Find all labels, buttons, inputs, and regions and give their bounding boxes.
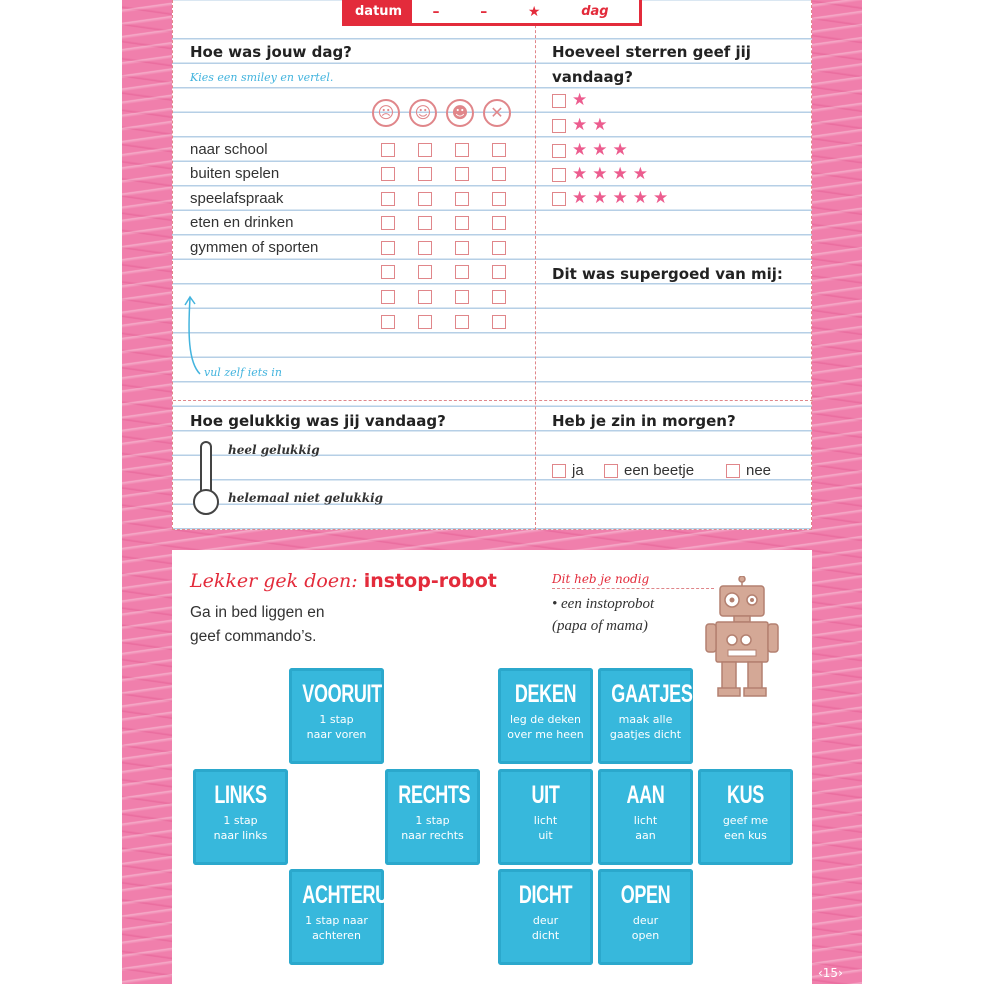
smiley-checkbox[interactable] — [418, 315, 432, 329]
smiley-checkbox[interactable] — [418, 216, 432, 230]
smiley-checkbox[interactable] — [418, 241, 432, 255]
star-icon: ★ — [592, 115, 608, 135]
star-rating-row[interactable] — [552, 92, 592, 109]
row-divider — [173, 400, 813, 401]
smiley-checkbox[interactable] — [455, 290, 469, 304]
day-section-title: Hoe was jouw dag? — [190, 43, 352, 61]
needs-box — [552, 572, 714, 637]
card-description: licht aan — [633, 814, 658, 842]
card-open — [598, 869, 693, 965]
star-icon: ★ — [612, 140, 628, 160]
star-rating-row[interactable] — [552, 166, 653, 183]
star-icon: ★ — [632, 164, 648, 184]
smiley-hint: Kies een smiley en vertel. — [190, 71, 334, 84]
star-icon: ★ — [572, 164, 588, 184]
card-description: 1 stap naar rechts — [401, 814, 464, 842]
date-separator: – — [432, 3, 440, 20]
smiley-checkbox[interactable] — [455, 265, 469, 279]
star-rating-row[interactable] — [552, 190, 673, 207]
smiley-checkbox[interactable] — [492, 265, 506, 279]
smiley-checkbox[interactable] — [381, 265, 395, 279]
card-description: 1 stap naar links — [213, 814, 268, 842]
card-deken — [498, 668, 593, 764]
smiley-checkbox[interactable] — [492, 192, 506, 206]
activity-title-prefix: Lekker gek doen: — [190, 570, 358, 592]
star-rating-row[interactable] — [552, 117, 613, 134]
card-title: RECHTS — [398, 781, 471, 809]
card-description: 1 stap naar voren — [306, 713, 367, 741]
checkbox[interactable] — [552, 168, 566, 182]
card-description: deur dicht — [531, 914, 560, 942]
smiley-checkbox[interactable] — [418, 143, 432, 157]
star-icon: ★ — [592, 140, 608, 160]
card-uit — [498, 769, 593, 865]
smiley-checkbox[interactable] — [381, 167, 395, 181]
smiley-checkbox[interactable] — [455, 167, 469, 181]
card-description: deur open — [631, 914, 660, 942]
tomorrow-section-title: Heb je zin in morgen? — [552, 412, 736, 430]
smiley-checkbox[interactable] — [455, 315, 469, 329]
checkbox[interactable] — [552, 192, 566, 206]
happy-section-title: Hoe gelukkig was jij vandaag? — [190, 412, 446, 430]
smiley-checkbox[interactable] — [381, 216, 395, 230]
day-label: dag — [581, 4, 609, 19]
activity-instructions — [190, 601, 324, 649]
star-icon: ★ — [653, 188, 669, 208]
instruction-line: geef commando’s. — [190, 628, 317, 645]
star-icon: ★ — [527, 3, 541, 20]
smiley-checkbox[interactable] — [381, 315, 395, 329]
card-title: DEKEN — [514, 680, 577, 708]
card-title: OPEN — [620, 881, 671, 909]
happy-face-icon: ☻ — [446, 99, 474, 127]
date-label: datum — [345, 0, 412, 23]
needs-title: Dit heb je nodig — [552, 572, 714, 589]
activity-label: speelafspraak — [190, 190, 284, 207]
smiley-checkbox[interactable] — [455, 216, 469, 230]
card-title: GAATJES — [611, 680, 693, 708]
star-icon: ★ — [632, 188, 648, 208]
date-field[interactable] — [412, 4, 639, 20]
card-title: KUS — [727, 781, 764, 809]
option-label: nee — [746, 462, 772, 479]
activity-title-name: instop-robot — [363, 570, 497, 592]
card-dicht — [498, 869, 593, 965]
card-title: DICHT — [518, 881, 573, 909]
star-icon: ★ — [572, 188, 588, 208]
star-icon: ★ — [572, 140, 588, 160]
smiley-checkbox[interactable] — [492, 241, 506, 255]
checkbox[interactable] — [552, 144, 566, 158]
smiley-checkbox[interactable] — [455, 192, 469, 206]
stars-title: Hoeveel sterren geef jij — [552, 43, 751, 61]
smiley-checkbox[interactable] — [418, 167, 432, 181]
smiley-checkbox[interactable] — [492, 167, 506, 181]
stars-title-line2: vandaag? — [552, 68, 633, 86]
card-description: maak alle gaatjes dicht — [609, 713, 682, 741]
star-icon: ★ — [572, 90, 588, 110]
card-title: LINKS — [214, 781, 267, 809]
activity-label: buiten spelen — [190, 165, 280, 182]
needs-item: • een instoprobot — [552, 596, 655, 612]
fill-in-hint: vul zelf iets in — [204, 366, 282, 379]
checkbox[interactable] — [552, 119, 566, 133]
smiley-checkbox[interactable] — [381, 143, 395, 157]
card-title: VOORUIT — [302, 680, 382, 708]
smiley-checkbox[interactable] — [455, 143, 469, 157]
smiley-checkbox[interactable] — [381, 290, 395, 304]
option-yes[interactable] — [552, 462, 584, 479]
activity-label: naar school — [190, 141, 268, 158]
smiley-checkbox[interactable] — [381, 192, 395, 206]
star-rating-row[interactable] — [552, 142, 633, 159]
star-icon: ★ — [592, 188, 608, 208]
cross-icon: ✕ — [483, 99, 511, 127]
checkbox[interactable] — [552, 94, 566, 108]
card-achteruit — [289, 869, 404, 965]
checkbox[interactable] — [726, 464, 740, 478]
card-title: AAN — [626, 781, 665, 809]
card-vooruit — [289, 668, 384, 764]
column-divider — [535, 0, 536, 530]
sad-face-icon: ☹ — [372, 99, 400, 127]
option-label: ja — [572, 462, 584, 479]
card-gaatjes — [598, 668, 693, 764]
smiley-checkbox[interactable] — [492, 315, 506, 329]
happy-bottom-label: helemaal niet gelukkig — [228, 491, 384, 505]
card-links — [193, 769, 288, 865]
star-icon: ★ — [612, 188, 628, 208]
card-aan — [598, 769, 693, 865]
smiley-checkbox[interactable] — [418, 192, 432, 206]
smiley-checkbox[interactable] — [492, 216, 506, 230]
date-box — [342, 0, 642, 26]
star-icon: ★ — [592, 164, 608, 184]
happy-top-label: heel gelukkig — [228, 443, 320, 457]
smiley-checkbox[interactable] — [381, 241, 395, 255]
card-title: UIT — [531, 781, 560, 809]
activity-label: gymmen of sporten — [190, 239, 319, 256]
card-rechts — [385, 769, 480, 865]
option-a-bit[interactable] — [604, 462, 694, 479]
option-label: een beetje — [624, 462, 695, 479]
robot-icon — [700, 576, 790, 700]
smiley-checkbox[interactable] — [492, 143, 506, 157]
card-description: licht uit — [533, 814, 558, 842]
activity-label: eten en drinken — [190, 214, 294, 231]
star-icon: ★ — [612, 164, 628, 184]
card-description: geef me een kus — [722, 814, 769, 842]
smiley-checkbox[interactable] — [418, 265, 432, 279]
card-description: leg de deken over me heen — [507, 713, 584, 741]
checkbox[interactable] — [604, 464, 618, 478]
super-section-title: Dit was supergoed van mij: — [552, 265, 783, 283]
card-description: 1 stap naar achteren — [305, 914, 368, 942]
option-no[interactable] — [726, 462, 771, 479]
smiley-checkbox[interactable] — [492, 290, 506, 304]
activity-title — [190, 570, 497, 592]
page-number: ‹15› — [818, 966, 843, 980]
smiley-checkbox[interactable] — [418, 290, 432, 304]
needs-item: (papa of mama) — [552, 618, 648, 634]
instruction-line: Ga in bed liggen en — [190, 604, 325, 621]
card-title: ACHTERUIT — [302, 881, 404, 909]
card-kus — [698, 769, 793, 865]
star-icon: ★ — [572, 115, 588, 135]
neutral-face-icon: ☺ — [409, 99, 437, 127]
checkbox[interactable] — [552, 464, 566, 478]
smiley-checkbox[interactable] — [455, 241, 469, 255]
date-separator: – — [480, 3, 488, 20]
